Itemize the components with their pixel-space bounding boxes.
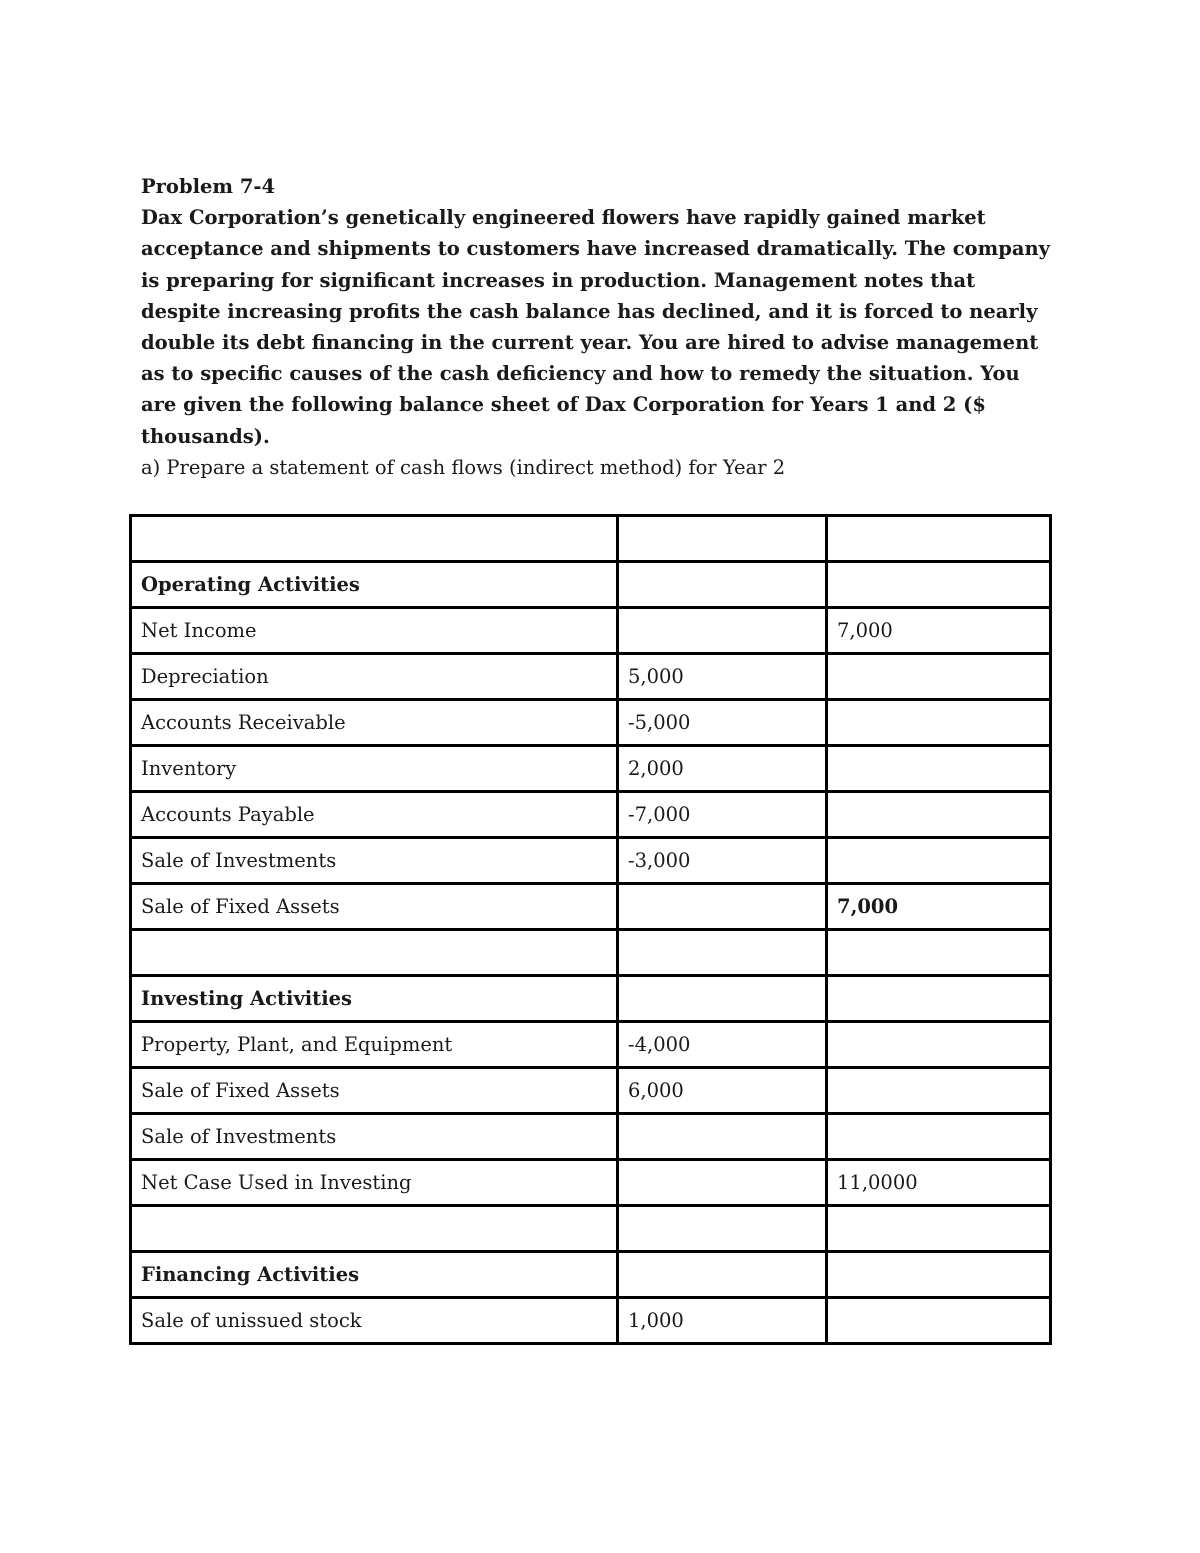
- cash-flow-table-body: [131, 516, 1051, 1344]
- table-row: [131, 1022, 1051, 1068]
- item-amount-cell: [618, 1252, 827, 1298]
- line-item-label-cell: Accounts Receivable: [131, 700, 618, 746]
- table-row: [131, 884, 1051, 930]
- item-amount-cell: [618, 1160, 827, 1206]
- item-amount-cell: [618, 1114, 827, 1160]
- table-row: [131, 1206, 1051, 1252]
- line-item-label-cell: Sale of Investments: [131, 838, 618, 884]
- line-item-label-cell: Net Case Used in Investing: [131, 1160, 618, 1206]
- item-amount-cell: [618, 930, 827, 976]
- line-item-label-cell: Sale of Investments: [131, 1114, 618, 1160]
- subtotal-amount-cell: [827, 746, 1051, 792]
- table-row: [131, 1252, 1051, 1298]
- table-row: [131, 746, 1051, 792]
- subtotal-amount-cell: [827, 654, 1051, 700]
- table-row: [131, 1068, 1051, 1114]
- line-item-label-cell: [131, 1206, 618, 1252]
- item-amount-cell: [618, 562, 827, 608]
- table-row: [131, 976, 1051, 1022]
- subtotal-amount-cell: 7,000: [827, 608, 1051, 654]
- line-item-label-cell: Accounts Payable: [131, 792, 618, 838]
- section-heading-cell: Financing Activities: [131, 1252, 618, 1298]
- table-row: [131, 1114, 1051, 1160]
- subtotal-amount-cell: [827, 838, 1051, 884]
- line-item-label-cell: [131, 930, 618, 976]
- table-row: [131, 654, 1051, 700]
- problem-paragraph: Dax Corporation’s genetically engineered flowers have rapidly gained market acceptance and shipments to customers have increased dramatically. The company is preparing for significant increases in production. Management notes that despite increasing profits the cash balance has declined, and it is forced to nearly double its debt financing in the current year. You are hired to advise management as to specific causes of the cash deficiency and how to remedy the situation. You are given the following balance sheet of Dax Corporation for Years 1 and 2 ($ thousands).: [141, 206, 1050, 448]
- subtotal-amount-cell: [827, 516, 1051, 562]
- item-amount-cell: -5,000: [618, 700, 827, 746]
- item-amount-cell: [618, 516, 827, 562]
- subtotal-amount-cell: [827, 700, 1051, 746]
- item-amount-cell: 5,000: [618, 654, 827, 700]
- subtotal-amount-cell: 11,0000: [827, 1160, 1051, 1206]
- table-row: [131, 608, 1051, 654]
- item-amount-cell: -3,000: [618, 838, 827, 884]
- problem-title: Problem 7-4: [141, 175, 276, 198]
- table-row: [131, 930, 1051, 976]
- subtotal-amount-cell: [827, 976, 1051, 1022]
- line-item-label-cell: Depreciation: [131, 654, 618, 700]
- line-item-label-cell: Inventory: [131, 746, 618, 792]
- item-amount-cell: -7,000: [618, 792, 827, 838]
- table-row: [131, 700, 1051, 746]
- item-amount-cell: -4,000: [618, 1022, 827, 1068]
- line-item-label-cell: [131, 516, 618, 562]
- subtotal-amount-cell: [827, 1022, 1051, 1068]
- section-heading-cell: Investing Activities: [131, 976, 618, 1022]
- line-item-label-cell: Net Income: [131, 608, 618, 654]
- subtotal-amount-cell: [827, 1252, 1051, 1298]
- table-row: [131, 792, 1051, 838]
- subtotal-amount-cell: [827, 930, 1051, 976]
- table-row: [131, 562, 1051, 608]
- table-row: [131, 1298, 1051, 1344]
- subtotal-amount-cell: [827, 1114, 1051, 1160]
- subtotal-amount-cell: [827, 1298, 1051, 1344]
- table-row: [131, 1160, 1051, 1206]
- subtotal-amount-cell: [827, 1206, 1051, 1252]
- instruction-text: a) Prepare a statement of cash flows (indirect method) for Year 2: [141, 456, 786, 479]
- table-row: [131, 838, 1051, 884]
- subtotal-amount-cell: [827, 1068, 1051, 1114]
- item-amount-cell: [618, 884, 827, 930]
- item-amount-cell: 6,000: [618, 1068, 827, 1114]
- item-amount-cell: 2,000: [618, 746, 827, 792]
- subtotal-amount-cell: [827, 562, 1051, 608]
- item-amount-cell: [618, 1206, 827, 1252]
- subtotal-amount-cell: 7,000: [827, 884, 1051, 930]
- line-item-label-cell: Property, Plant, and Equipment: [131, 1022, 618, 1068]
- subtotal-amount-cell: [827, 792, 1051, 838]
- line-item-label-cell: Sale of unissued stock: [131, 1298, 618, 1344]
- item-amount-cell: [618, 608, 827, 654]
- line-item-label-cell: Sale of Fixed Assets: [131, 884, 618, 930]
- item-amount-cell: 1,000: [618, 1298, 827, 1344]
- table-row: [131, 516, 1051, 562]
- item-amount-cell: [618, 976, 827, 1022]
- problem-statement: [141, 171, 1061, 452]
- cash-flow-table: [129, 514, 1052, 1345]
- section-heading-cell: Operating Activities: [131, 562, 618, 608]
- line-item-label-cell: Sale of Fixed Assets: [131, 1068, 618, 1114]
